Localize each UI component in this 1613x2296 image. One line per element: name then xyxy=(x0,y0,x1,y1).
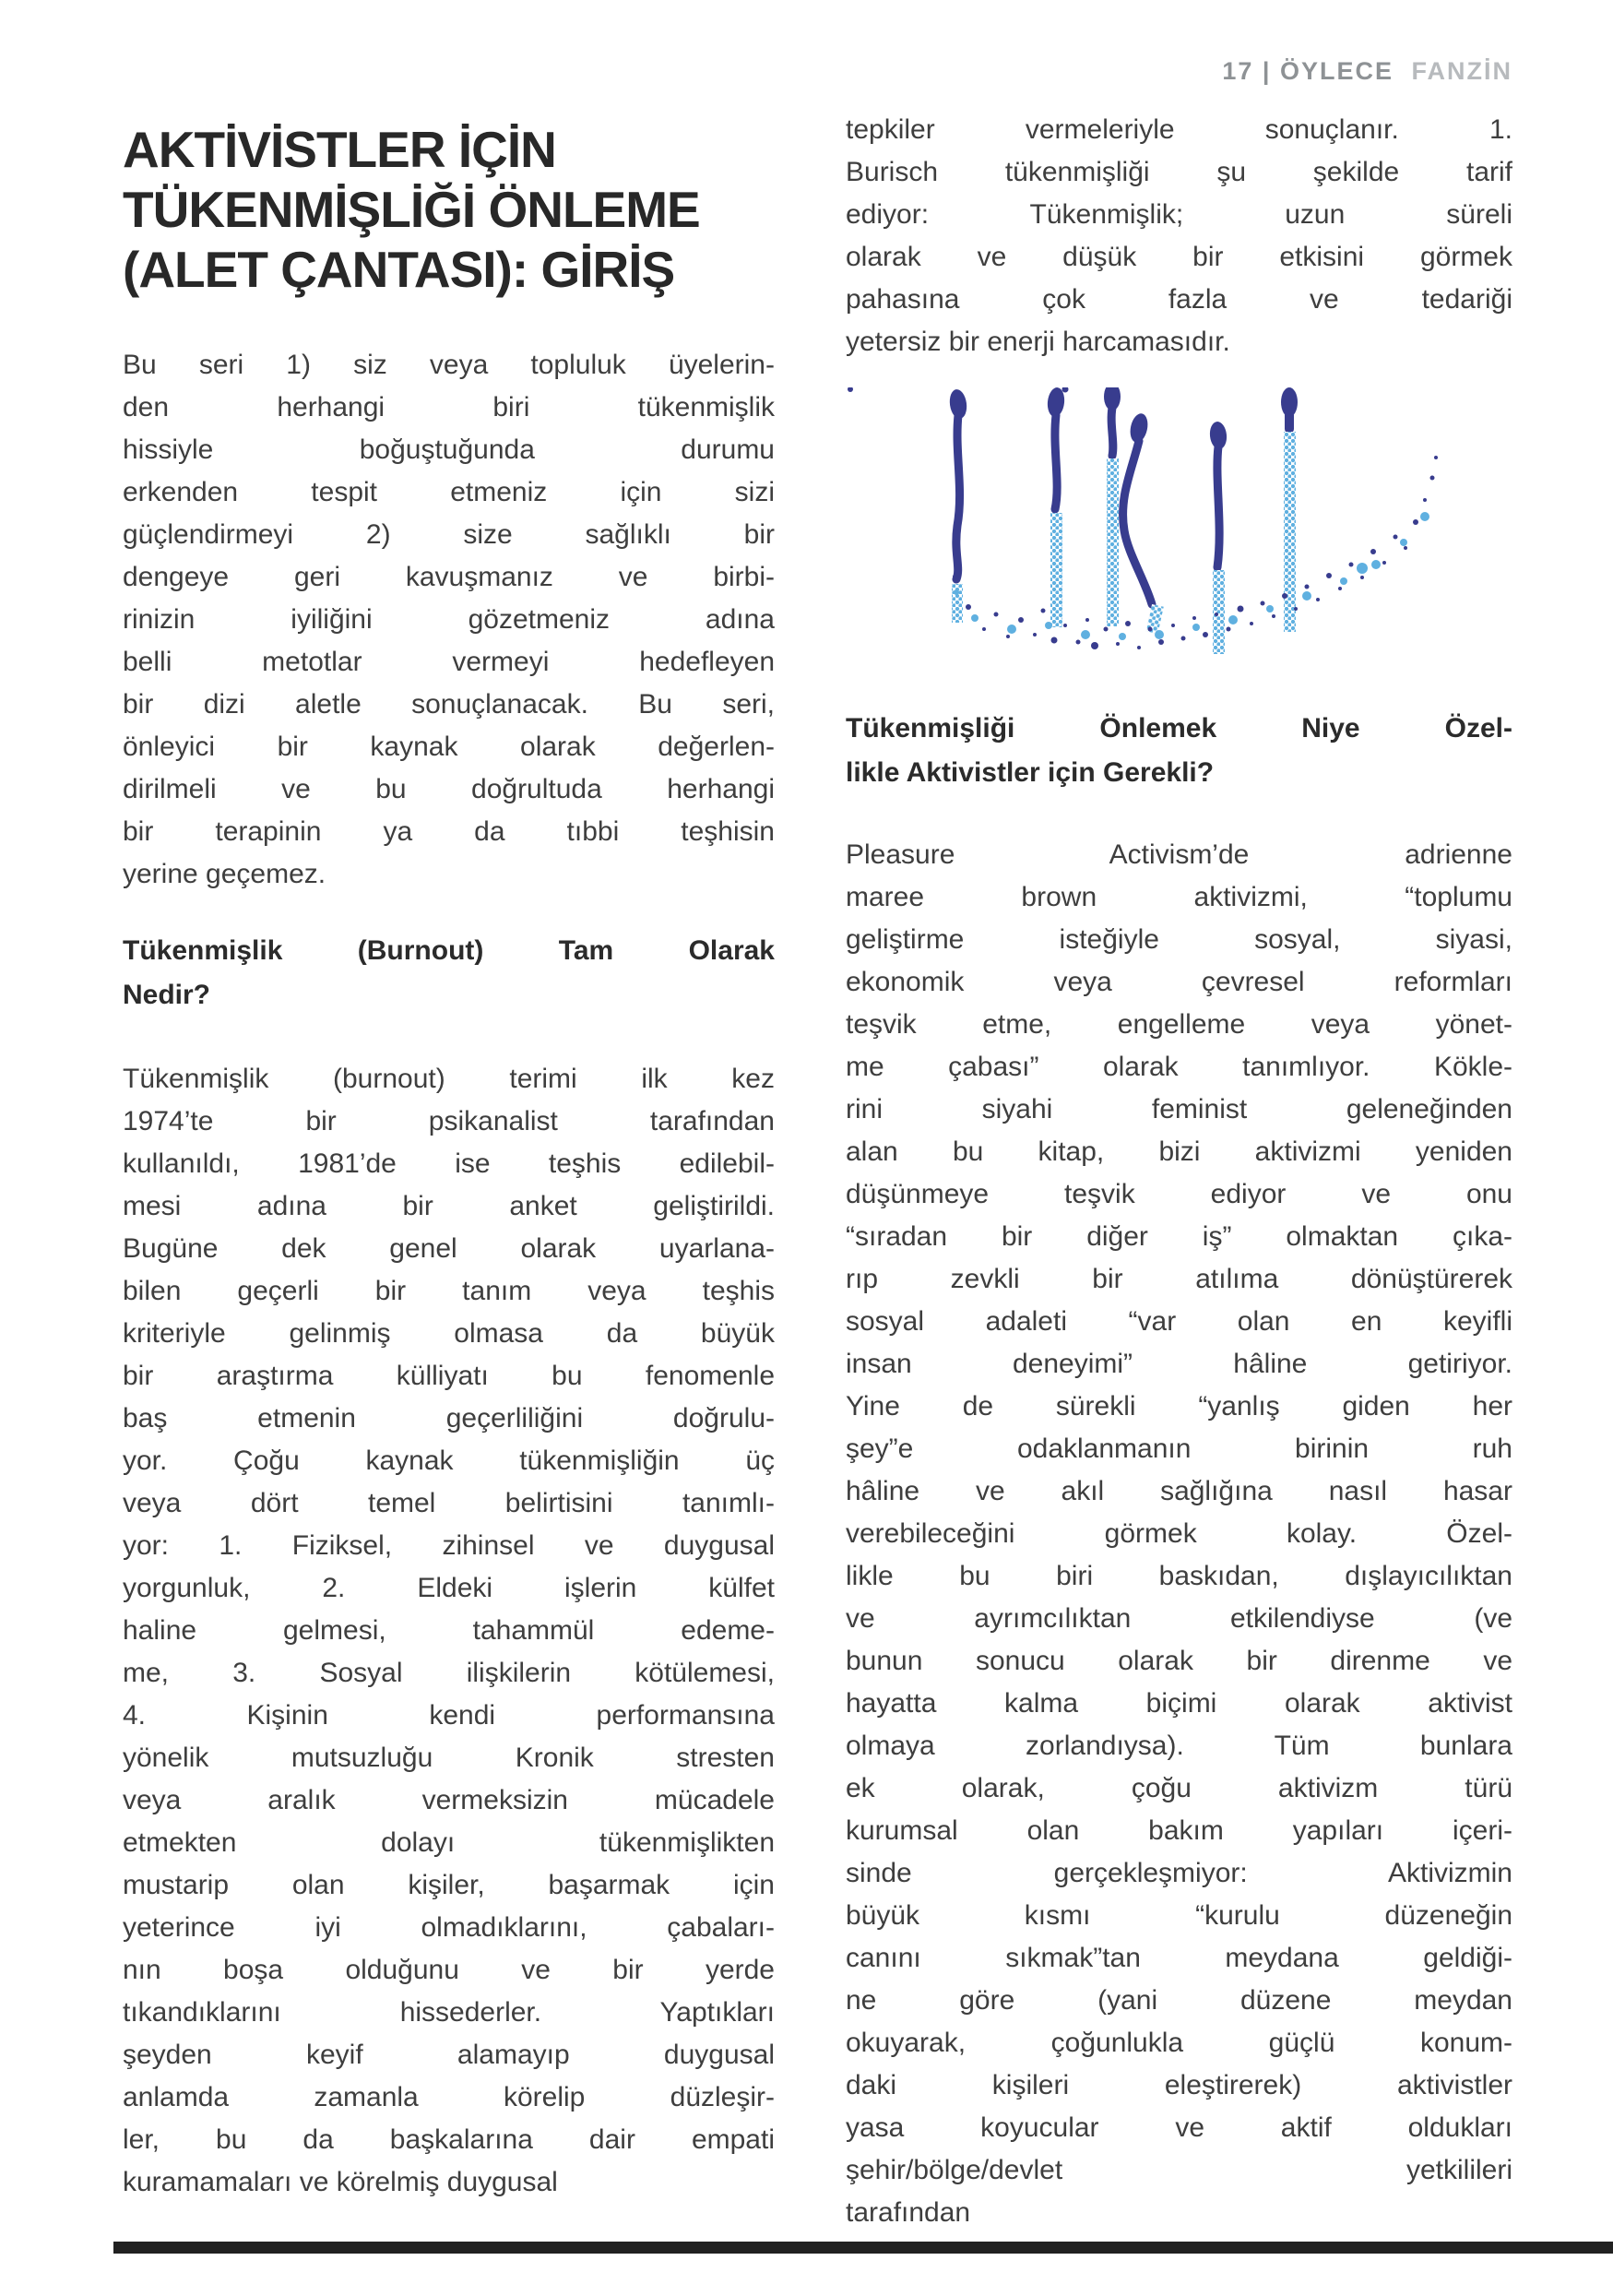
text-line: ekonomik veya çevresel reformları xyxy=(846,967,1512,997)
text-line: veya dört temel belirtisini tanımlı- xyxy=(123,1488,775,1518)
text-line: “sıradan bir diğer iş” olmaktan çıka- xyxy=(846,1221,1512,1252)
paragraph-burnout-continued xyxy=(846,109,1512,363)
text-line: tarafından xyxy=(846,2197,971,2228)
page-header xyxy=(1222,57,1512,86)
text-line: maree brown aktivizmi, “toplumu xyxy=(846,882,1512,912)
text-line: önleyici bir kaynak olarak değerlen- xyxy=(123,732,775,762)
text-line: TÜKENMİŞLİĞİ ÖNLEME xyxy=(123,181,700,238)
text-line: rinizin iyiliğini gözetmeniz adına xyxy=(123,604,775,635)
text-line: likle Aktivistler için Gerekli? xyxy=(846,757,1215,788)
paragraph-intro xyxy=(123,344,775,896)
bottom-rule xyxy=(113,2242,1613,2254)
text-line: daki kişileri eleştirerek) aktivistler xyxy=(846,2070,1512,2100)
text-line: AKTİVİSTLER İÇİN xyxy=(123,121,556,178)
text-line: rıp zevkli bir atılıma dönüştürerek xyxy=(846,1264,1512,1294)
text-line: Nedir? xyxy=(123,980,211,1010)
page-number-label: 17 | ÖYLECE xyxy=(1222,57,1394,85)
text-line: dirilmeli ve bu doğrultuda herhangi xyxy=(123,774,775,804)
burnt-matches-graphic xyxy=(846,387,1512,692)
text-line: alan bu kitap, bizi aktivizmi yeniden xyxy=(846,1136,1512,1167)
right-column xyxy=(846,109,1512,2234)
text-line: mesi adına bir anket geliştirildi. xyxy=(123,1191,775,1221)
text-line: ediyor: Tükenmişlik; uzun süreli xyxy=(846,199,1512,230)
text-line: tepkiler vermeleriyle sonuçlanır. 1. xyxy=(846,114,1512,145)
zine-name-label: FANZİN xyxy=(1411,57,1512,85)
text-line: bir araştırma külliyatı bu fenomenle xyxy=(123,1361,775,1391)
text-line: sosyal adaleti “var olan en keyifli xyxy=(846,1306,1512,1337)
text-line: yerine geçemez. xyxy=(123,859,326,889)
subheading-what-is-burnout xyxy=(123,929,775,1017)
text-line: yasa koyucular ve aktif oldukları xyxy=(846,2112,1512,2143)
text-line: Bugüne dek genel olarak uyarlana- xyxy=(123,1233,775,1264)
text-line: kullanıldı, 1981’de ise teşhis edilebil- xyxy=(123,1148,775,1179)
subheading-why-activists xyxy=(846,707,1512,795)
text-line: haline gelmesi, tahammül edeme- xyxy=(123,1615,775,1646)
text-line: olarak ve düşük bir etkisini görmek xyxy=(846,242,1512,272)
text-line: Tükenmişliği Önlemek Niye Özel- xyxy=(846,713,1512,744)
text-line: Tükenmişlik (burnout) terimi ilk kez xyxy=(123,1064,775,1094)
text-line: şey”e odaklanmanın birinin ruh xyxy=(846,1434,1512,1464)
text-line: teşvik etme, engelleme veya yönet- xyxy=(846,1009,1512,1040)
match-3 xyxy=(1104,387,1121,626)
text-line: güçlendirmeyi 2) size sağlıklı bir xyxy=(123,519,775,550)
text-line: mustarip olan kişiler, başarmak için xyxy=(123,1870,775,1900)
match-4 xyxy=(1123,411,1164,634)
text-line: hissiyle boğuştuğunda durumu xyxy=(123,434,775,465)
text-line: hayatta kalma biçimi olarak aktivist xyxy=(846,1688,1512,1719)
text-line: bilen geçerli bir tanım veya teşhis xyxy=(123,1276,775,1306)
text-line: belli metotlar vermeyi hedefleyen xyxy=(123,647,775,677)
text-line: dengeye geri kavuşmanız ve birbi- xyxy=(123,562,775,592)
text-line: rini siyahi feminist geleneğinden xyxy=(846,1094,1512,1124)
text-line: kuramamaları ve körelmiş duygusal xyxy=(123,2167,558,2197)
text-line: 4. Kişinin kendi performansına xyxy=(123,1700,775,1731)
text-line: likle bu biri baskıdan, dışlayıcılıktan xyxy=(846,1561,1512,1591)
text-line: şeyden keyif alamayıp duygusal xyxy=(123,2040,775,2070)
text-line: yorgunluk, 2. Eldeki işlerin külfet xyxy=(123,1573,775,1603)
text-line: geliştirme isteğiyle sosyal, siyasi, xyxy=(846,924,1512,955)
text-line: Yine de sürekli “yanlış giden her xyxy=(846,1391,1512,1422)
text-line: kurumsal olan bakım yapıları içeri- xyxy=(846,1815,1512,1846)
text-line: baş etmenin geçerliliğini doğrulu- xyxy=(123,1403,775,1434)
text-line: etmekten dolayı tükenmişlikten xyxy=(123,1827,775,1858)
text-line: canını sıkmak”tan meydana geldiği- xyxy=(846,1943,1512,1973)
text-line: nın boşa olduğunu ve bir yerde xyxy=(123,1955,775,1985)
burnt-matches-illustration xyxy=(846,387,1512,692)
article-title xyxy=(123,120,775,300)
text-line: me, 3. Sosyal ilişkilerin kötülemesi, xyxy=(123,1658,775,1688)
text-line: bunun sonucu olarak bir direnme ve xyxy=(846,1646,1512,1676)
paragraph-pleasure-activism xyxy=(846,834,1512,2234)
text-line: yönelik mutsuzluğu Kronik stresten xyxy=(123,1743,775,1773)
text-line: Tükenmişlik (Burnout) Tam Olarak xyxy=(123,935,775,966)
text-line: kriteriyle gelinmiş olmasa da büyük xyxy=(123,1318,775,1349)
text-line: me çabası” olarak tanımlıyor. Kökle- xyxy=(846,1052,1512,1082)
text-line: anlamda zamanla körelip düzleşir- xyxy=(123,2082,775,2112)
text-line: ek olarak, çoğu aktivizm türü xyxy=(846,1773,1512,1803)
text-line: ve ayrımcılıktan etkilendiyse (ve xyxy=(846,1603,1512,1634)
text-line: tıkandıklarını hissederler. Yaptıkları xyxy=(123,1997,775,2028)
match-5 xyxy=(1208,421,1228,654)
text-line: Bu seri 1) siz veya topluluk üyelerin- xyxy=(123,350,775,380)
text-line: erkenden tespit etmeniz için sizi xyxy=(123,477,775,507)
text-line: yeterince iyi olmadıklarını, çabaları- xyxy=(123,1912,775,1943)
text-line: bir dizi aletle sonuçlanacak. Bu seri, xyxy=(123,689,775,720)
text-line: olmaya zorlandıysa). Tüm bunlara xyxy=(846,1731,1512,1761)
text-line: veya aralık vermeksizin mücadele xyxy=(123,1785,775,1815)
text-line: yor. Çoğu kaynak tükenmişliğin üç xyxy=(123,1445,775,1476)
text-line: ler, bu da başkalarına dair empati xyxy=(123,2124,775,2155)
text-line: (ALET ÇANTASI): GİRİŞ xyxy=(123,241,675,298)
text-line: den herhangi biri tükenmişlik xyxy=(123,392,775,422)
text-line: okuyarak, çoğunlukla güçlü konum- xyxy=(846,2028,1512,2058)
text-line: bir terapinin ya da tıbbi teşhisin xyxy=(123,816,775,847)
text-line: Burisch tükenmişliği şu şekilde tarif xyxy=(846,157,1512,187)
match-1 xyxy=(948,388,968,623)
text-line: hâline ve akıl sağlığına nasıl hasar xyxy=(846,1476,1512,1506)
text-line: şehir/bölge/devlet yetkilileri xyxy=(846,2155,1512,2185)
text-line: ne göre (yani düzene meydan xyxy=(846,1985,1512,2016)
text-line: pahasına çok fazla ve tedariği xyxy=(846,284,1512,315)
text-line: büyük kısmı “kurulu düzeneğin xyxy=(846,1900,1512,1931)
text-line: Pleasure Activism’de adrienne xyxy=(846,839,1512,870)
text-line: düşünmeye teşvik ediyor ve onu xyxy=(846,1179,1512,1209)
text-line: verebileceğini görmek kolay. Özel- xyxy=(846,1518,1512,1549)
text-line: insan deneyimi” hâline getiriyor. xyxy=(846,1349,1512,1379)
paragraph-burnout-definition xyxy=(123,1058,775,2204)
text-line: yor: 1. Fiziksel, zihinsel ve duygusal xyxy=(123,1530,775,1561)
text-line: yetersiz bir enerji harcamasıdır. xyxy=(846,327,1230,357)
match-2 xyxy=(1046,387,1065,627)
text-line: sinde gerçekleşmiyor: Aktivizmin xyxy=(846,1858,1512,1888)
left-column xyxy=(123,120,775,2204)
text-line: 1974’te bir psikanalist tarafından xyxy=(123,1106,775,1136)
